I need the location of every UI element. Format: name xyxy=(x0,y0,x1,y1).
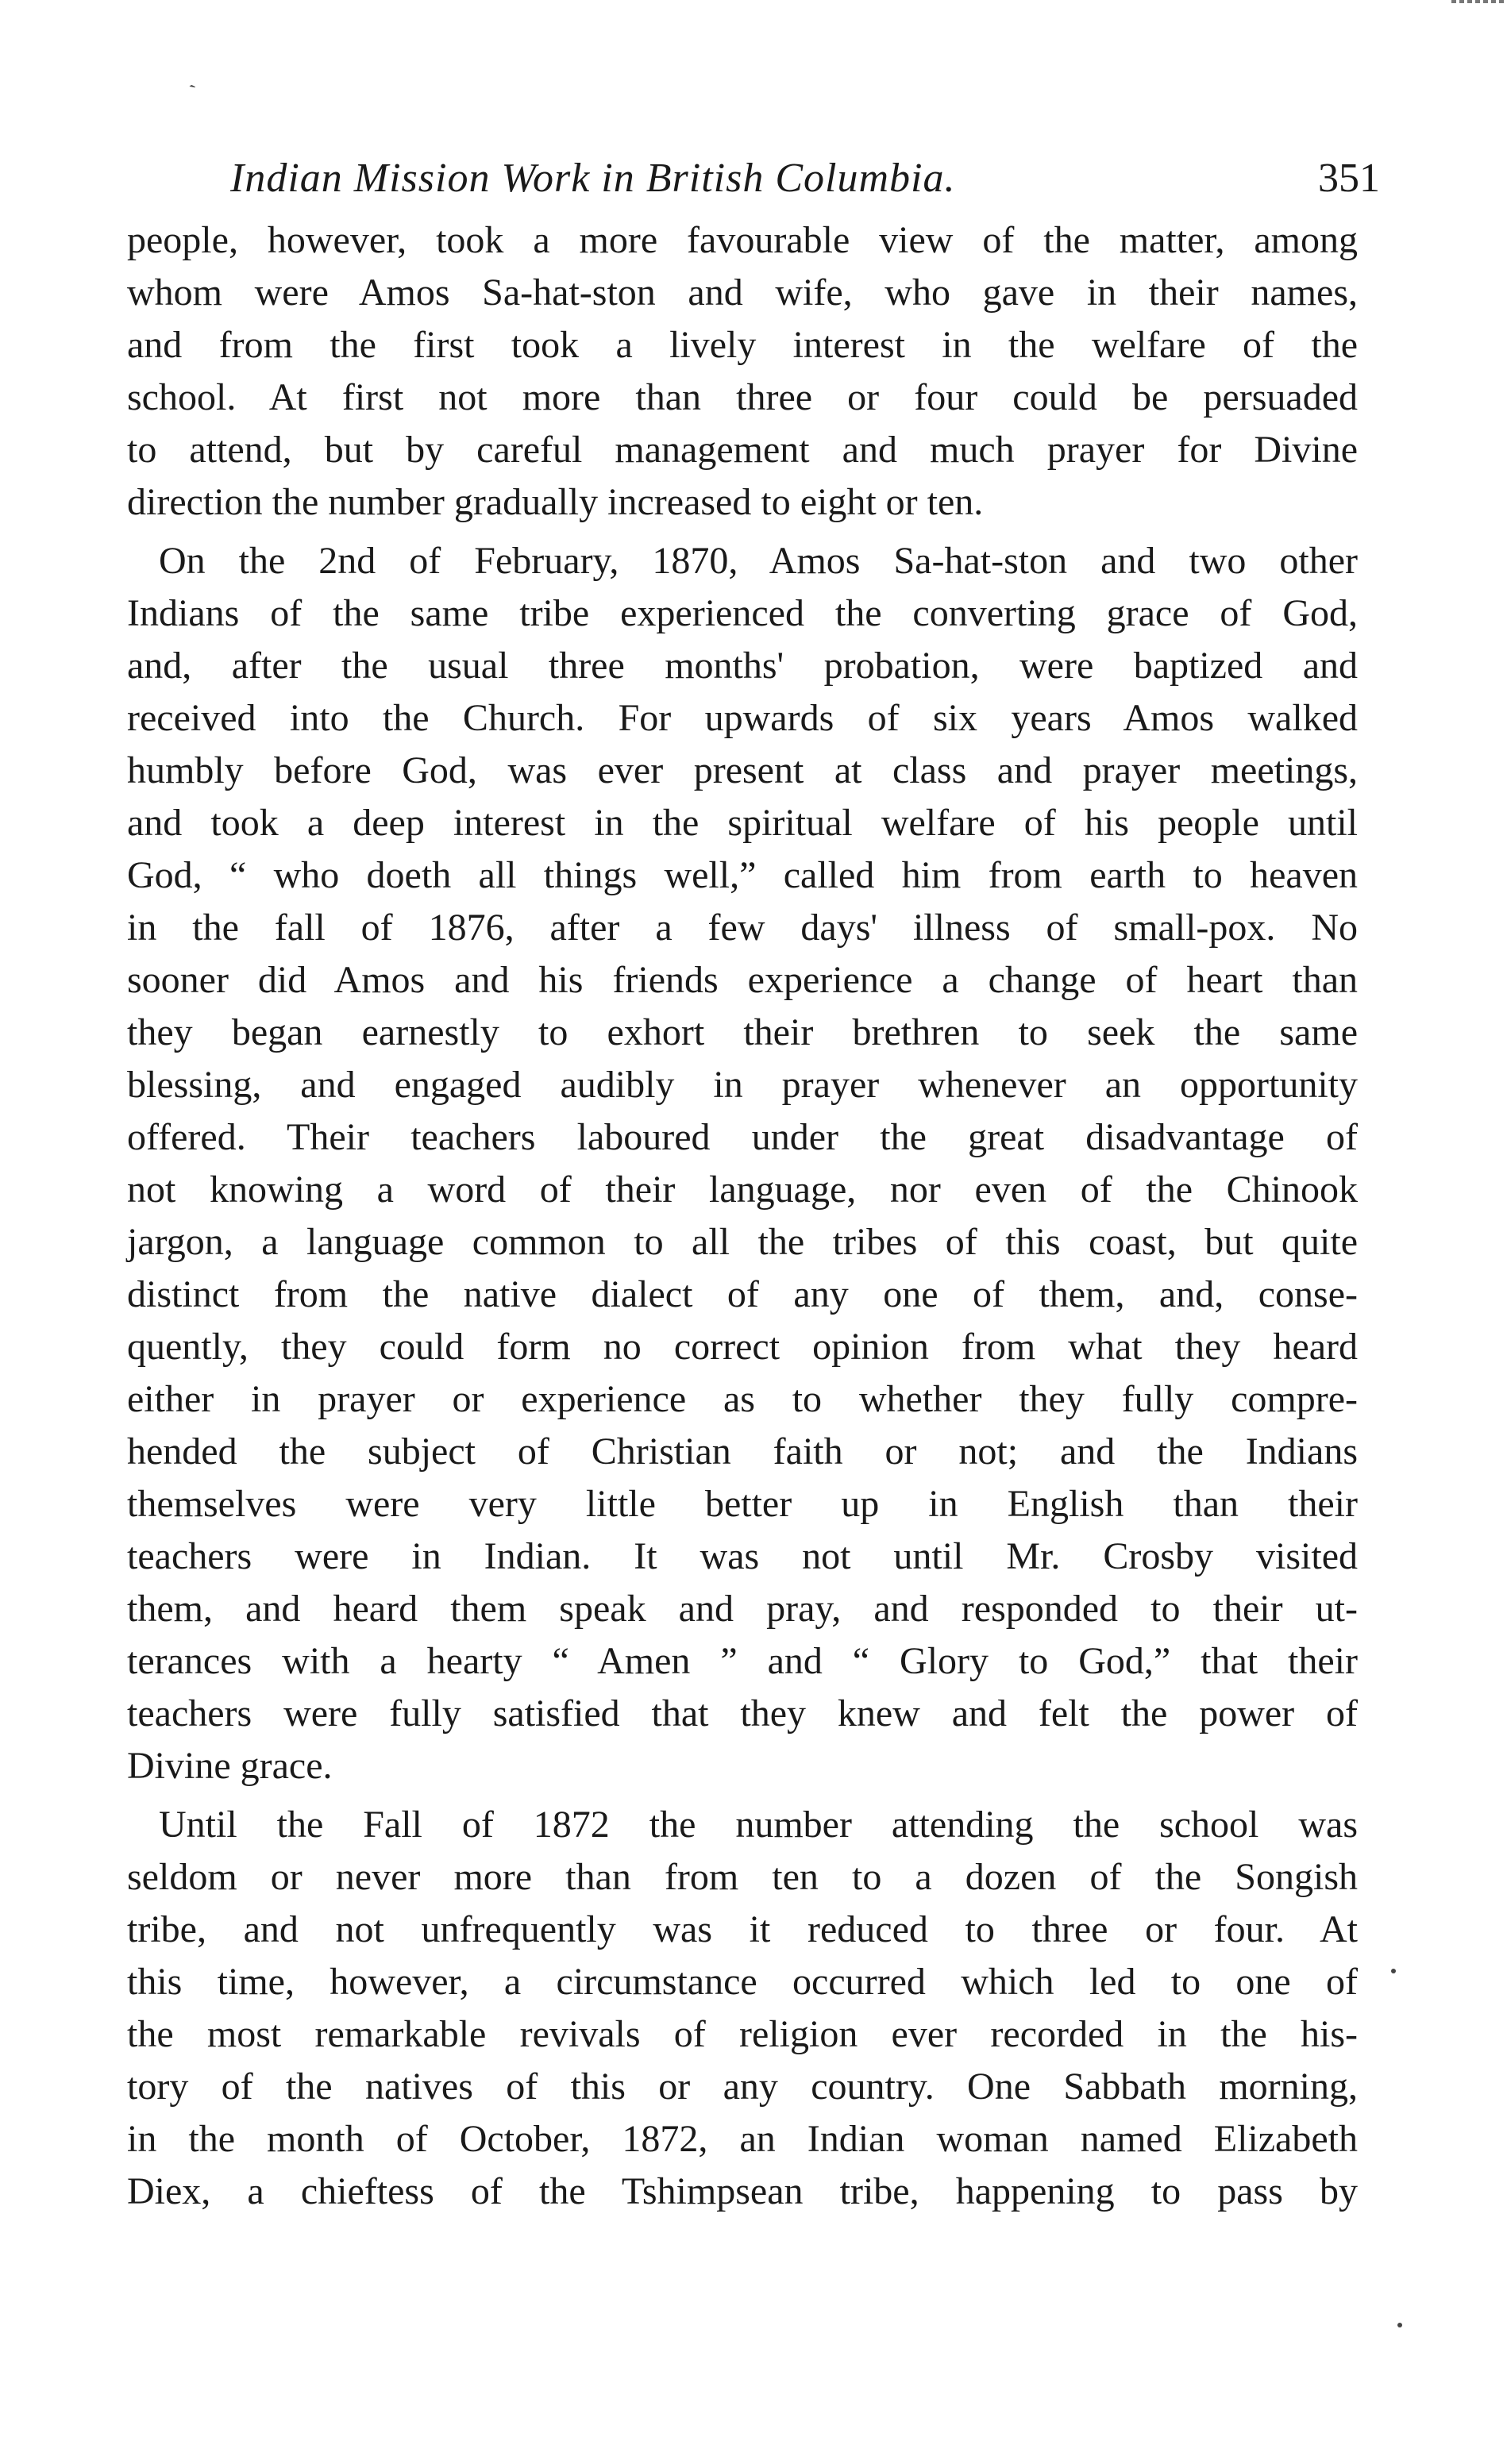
paragraph-1 xyxy=(127,214,1358,529)
stray-dot-mark xyxy=(1397,2323,1402,2327)
text-line: teachers were in Indian. It was not until Mr. Crosby visited xyxy=(127,1535,1358,1577)
scan-edge-mark xyxy=(1451,0,1507,3)
text-line: and, after the usual three months' probation, were baptized and xyxy=(127,645,1358,687)
text-line: tribe, and not unfrequently was it reduced to three or four. At xyxy=(127,1908,1358,1950)
text-line: people, however, took a more favourable view of the matter, among xyxy=(127,219,1358,261)
paragraph-gap xyxy=(127,1792,1358,1799)
stray-dot-mark xyxy=(1391,1969,1396,1973)
body-text xyxy=(127,214,1358,2218)
text-line: Diex, a chieftess of the Tshimpsean tribe, happening to pass by xyxy=(127,2170,1358,2212)
text-line: whom were Amos Sa-hat-ston and wife, who gave in their names, xyxy=(127,271,1358,314)
running-head xyxy=(230,147,1397,210)
text-line: Until the Fall of 1872 the number attending the school was xyxy=(159,1804,1358,1846)
text-line: teachers were fully satisfied that they knew and felt the power of xyxy=(127,1692,1358,1734)
text-line: terances with a hearty “ Amen ” and “ Glory to God,” that their xyxy=(127,1640,1358,1682)
paragraph-3 xyxy=(127,1799,1358,2218)
text-line: direction the number gradually increased to eight or ten. xyxy=(127,481,984,523)
text-line: tory of the natives of this or any country. One Sabbath morning, xyxy=(127,2066,1358,2108)
text-line: to attend, but by careful management and much prayer for Divine xyxy=(127,429,1358,471)
text-line: seldom or never more than from ten to a dozen of the Songish xyxy=(127,1856,1358,1898)
text-line: God, “ who doeth all things well,” called him from earth to heaven xyxy=(127,854,1358,896)
text-line: either in prayer or experience as to whether they fully compre- xyxy=(127,1378,1358,1420)
text-line: them, and heard them speak and pray, and responded to their ut- xyxy=(127,1588,1358,1630)
text-line: received into the Church. For upwards of six years Amos walked xyxy=(127,697,1358,739)
paragraph-gap xyxy=(127,529,1358,535)
text-line: offered. Their teachers laboured under the great disadvantage of xyxy=(127,1116,1358,1158)
text-line: humbly before God, was ever present at class and prayer meetings, xyxy=(127,749,1358,791)
text-line: distinct from the native dialect of any one of them, and, conse- xyxy=(127,1273,1358,1315)
text-line: the most remarkable revivals of religion ever recorded in the his- xyxy=(127,2013,1358,2055)
stray-ink-mark: ˏ xyxy=(179,63,198,90)
text-line: in the fall of 1876, after a few days' illness of small-pox. No xyxy=(127,907,1358,949)
text-line: On the 2nd of February, 1870, Amos Sa-hat-ston and two other xyxy=(159,540,1358,582)
text-line: Indians of the same tribe experienced the converting grace of God, xyxy=(127,592,1358,634)
text-line: quently, they could form no correct opinion from what they heard xyxy=(127,1326,1358,1368)
text-line: sooner did Amos and his friends experience a change of heart than xyxy=(127,959,1358,1001)
text-line: and from the first took a lively interest in the welfare of the xyxy=(127,324,1358,366)
running-title: Indian Mission Work in British Columbia. xyxy=(230,156,956,201)
text-line: Divine grace. xyxy=(127,1745,333,1787)
text-line: and took a deep interest in the spiritual welfare of his people until xyxy=(127,802,1358,844)
text-line: jargon, a language common to all the tribes of this coast, but quite xyxy=(127,1221,1358,1263)
page-number: 351 xyxy=(1318,156,1380,201)
text-line: in the month of October, 1872, an Indian woman named Elizabeth xyxy=(127,2118,1358,2160)
text-line: school. At first not more than three or four could be persuaded xyxy=(127,376,1358,418)
text-line: they began earnestly to exhort their brethren to seek the same xyxy=(127,1011,1358,1053)
paragraph-2 xyxy=(127,535,1358,1792)
text-line: hended the subject of Christian faith or not; and the Indians xyxy=(127,1430,1358,1473)
text-line: blessing, and engaged audibly in prayer whenever an opportunity xyxy=(127,1064,1358,1106)
text-line: not knowing a word of their language, nor even of the Chinook xyxy=(127,1168,1358,1211)
text-line: this time, however, a circumstance occurred which led to one of xyxy=(127,1961,1358,2003)
text-line: themselves were very little better up in English than their xyxy=(127,1483,1358,1525)
